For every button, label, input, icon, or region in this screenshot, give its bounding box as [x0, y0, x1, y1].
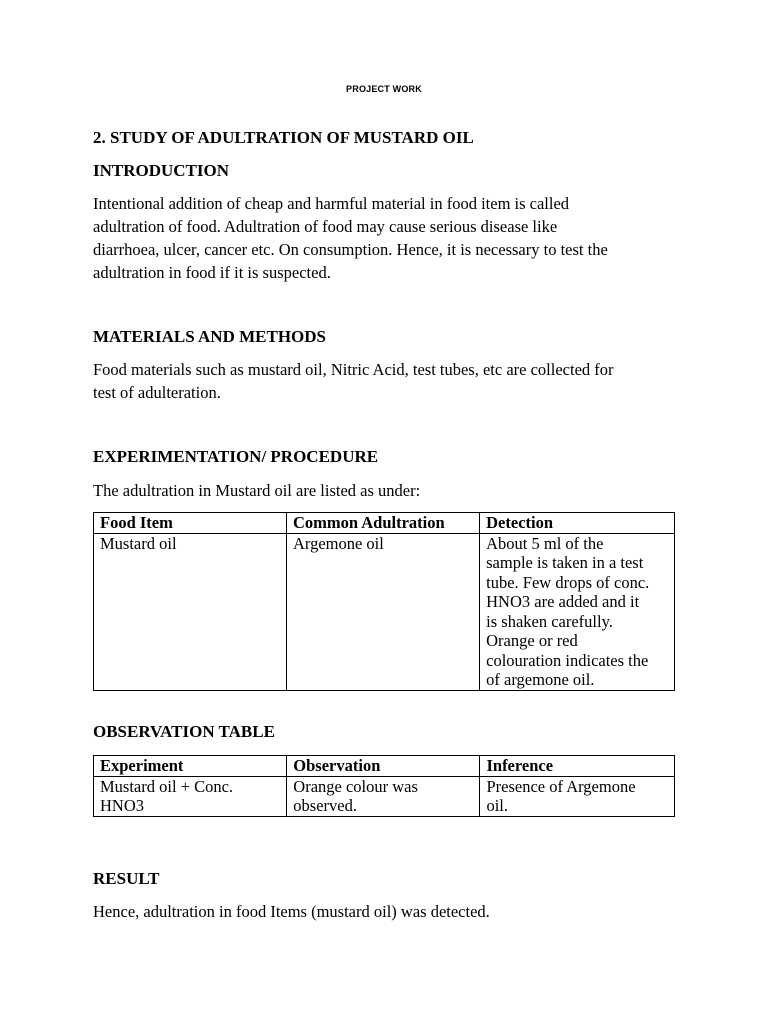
- introduction-heading: INTRODUCTION: [93, 161, 230, 180]
- materials-line: test of adulteration.: [93, 383, 221, 402]
- procedure-intro-line: The adultration in Mustard oil are listed as under:: [93, 481, 421, 500]
- column-header-food-item: Food Item: [94, 513, 287, 534]
- result-heading: RESULT: [93, 869, 160, 888]
- document-title: 2. STUDY OF ADULTRATION OF MUSTARD OIL: [93, 128, 474, 147]
- observation-line: Orange colour was: [293, 776, 418, 796]
- detection-line: Orange or red: [486, 631, 578, 650]
- page-header: PROJECT WORK: [346, 84, 422, 94]
- introduction-line: Intentional addition of cheap and harmful material in food item is called: [93, 194, 570, 213]
- adultration-cell: Argemone oil: [286, 533, 479, 690]
- table-header-row: [94, 756, 675, 777]
- inference-line: oil.: [486, 796, 509, 815]
- detection-line: HNO3 are added and it: [486, 592, 640, 611]
- column-header-observation: Observation: [287, 756, 480, 777]
- introduction-paragraph: [93, 192, 678, 284]
- introduction-line: diarrhoea, ulcer, cancer etc. On consumption. Hence, it is necessary to test the: [93, 240, 608, 259]
- table-row: [94, 776, 675, 816]
- observation-heading: OBSERVATION TABLE: [93, 722, 275, 741]
- detection-line: colouration indicates the: [486, 650, 649, 670]
- detection-line: sample is taken in a test: [486, 553, 644, 572]
- materials-line: Food materials such as mustard oil, Nitric Acid, test tubes, etc are collected for: [93, 360, 614, 379]
- column-header-inference: Inference: [480, 756, 675, 777]
- inference-line: Presence of Argemone: [486, 776, 636, 796]
- table-header-row: [94, 513, 675, 534]
- materials-heading: MATERIALS AND METHODS: [93, 327, 326, 346]
- experiment-line: HNO3: [100, 796, 144, 815]
- experiment-line: Mustard oil + Conc.: [100, 776, 234, 796]
- column-header-experiment: Experiment: [94, 756, 287, 777]
- adultration-table: [93, 512, 675, 691]
- detection-line: About 5 ml of the: [486, 533, 604, 553]
- detection-line: of argemone oil.: [486, 670, 595, 689]
- table-row: [94, 533, 675, 690]
- result-paragraph: [93, 900, 678, 923]
- materials-paragraph: [93, 358, 678, 404]
- procedure-intro: [93, 479, 678, 502]
- experiment-cell: [94, 776, 287, 816]
- result-line: Hence, adultration in food Items (mustard oil) was detected.: [93, 902, 490, 921]
- procedure-heading: EXPERIMENTATION/ PROCEDURE: [93, 447, 379, 466]
- food-item-cell: Mustard oil: [94, 533, 287, 690]
- introduction-line: adultration of food. Adultration of food may cause serious disease like: [93, 217, 558, 236]
- introduction-line: adultration in food if it is suspected.: [93, 263, 331, 282]
- observation-cell: [287, 776, 480, 816]
- detection-line: tube. Few drops of conc.: [486, 572, 650, 592]
- inference-cell: [480, 776, 675, 816]
- detection-line: is shaken carefully.: [486, 611, 613, 631]
- detection-cell: [480, 533, 675, 690]
- observation-table: [93, 755, 675, 817]
- observation-line: observed.: [293, 796, 357, 815]
- column-header-common-adultration: Common Adultration: [286, 513, 479, 534]
- column-header-detection: Detection: [480, 513, 675, 534]
